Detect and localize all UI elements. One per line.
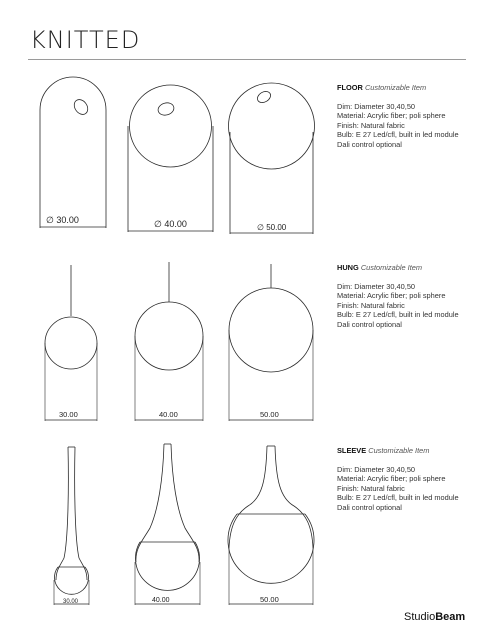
spec-floor-material: Material: Acrylic fiber; poli sphere (337, 111, 446, 121)
spec-hung (337, 263, 487, 330)
spec-floor-bulb: Bulb: E 27 Led/cfl, built in led module (337, 130, 459, 140)
spec-sleeve-header: SLEEVE Customizable Item (337, 446, 430, 455)
spec-sleeve-bulb: Bulb: E 27 Led/cfl, built in led module (337, 493, 459, 503)
floor-lamp-40 (128, 85, 213, 232)
sleeve-dim-40: 40.00 (152, 597, 170, 604)
spec-sleeve-material: Material: Acrylic fiber; poli sphere (337, 474, 446, 484)
hung-lamp-40 (135, 262, 203, 421)
sleeve-lamp-40 (135, 444, 200, 605)
sleeve-dim-50: 50.00 (260, 595, 279, 604)
floor-dim-30: ∅ 30.00 (46, 215, 79, 225)
floor-dim-50: ∅ 50.00 (257, 223, 287, 232)
page-title: KNITTED (30, 26, 141, 54)
spec-hung-control: Dali control optional (337, 319, 402, 329)
spec-hung-dim: Dim: Diameter 30,40,50 (337, 281, 416, 291)
spec-hung-header: HUNG Customizable Item (337, 263, 423, 272)
spec-sleeve-dim: Dim: Diameter 30,40,50 (337, 464, 416, 474)
spec-hung-bulb: Bulb: E 27 Led/cfl, built in led module (337, 310, 459, 320)
spec-hung-finish: Finish: Natural fabric (337, 300, 405, 310)
floor-dim-40: ∅ 40.00 (154, 219, 187, 229)
spec-floor-dim: Dim: Diameter 30,40,50 (337, 101, 416, 111)
hung-dim-50: 50.00 (260, 410, 279, 419)
hung-dim-30: 30.00 (59, 410, 78, 419)
sleeve-lamp-30 (54, 447, 89, 605)
spec-hung-material: Material: Acrylic fiber; poli sphere (337, 291, 446, 301)
sleeve-lamp-50 (228, 446, 314, 605)
spec-floor-control: Dali control optional (337, 139, 402, 149)
spec-sleeve-control: Dali control optional (337, 502, 402, 512)
hung-lamp-50 (229, 264, 313, 421)
hung-lamp-30 (45, 265, 97, 421)
spec-floor-header: FLOOR Customizable Item (337, 83, 427, 92)
floor-lamp-30 (40, 77, 106, 228)
spec-sleeve (337, 446, 487, 513)
spec-floor (337, 83, 487, 150)
spec-floor-finish: Finish: Natural fabric (337, 120, 405, 130)
brand-logo: StudioBeam (404, 611, 466, 623)
floor-lamp-50 (229, 83, 315, 234)
hung-dim-40: 40.00 (159, 410, 178, 419)
spec-sleeve-finish: Finish: Natural fabric (337, 483, 405, 493)
sleeve-dim-30: 30.00 (63, 599, 79, 605)
